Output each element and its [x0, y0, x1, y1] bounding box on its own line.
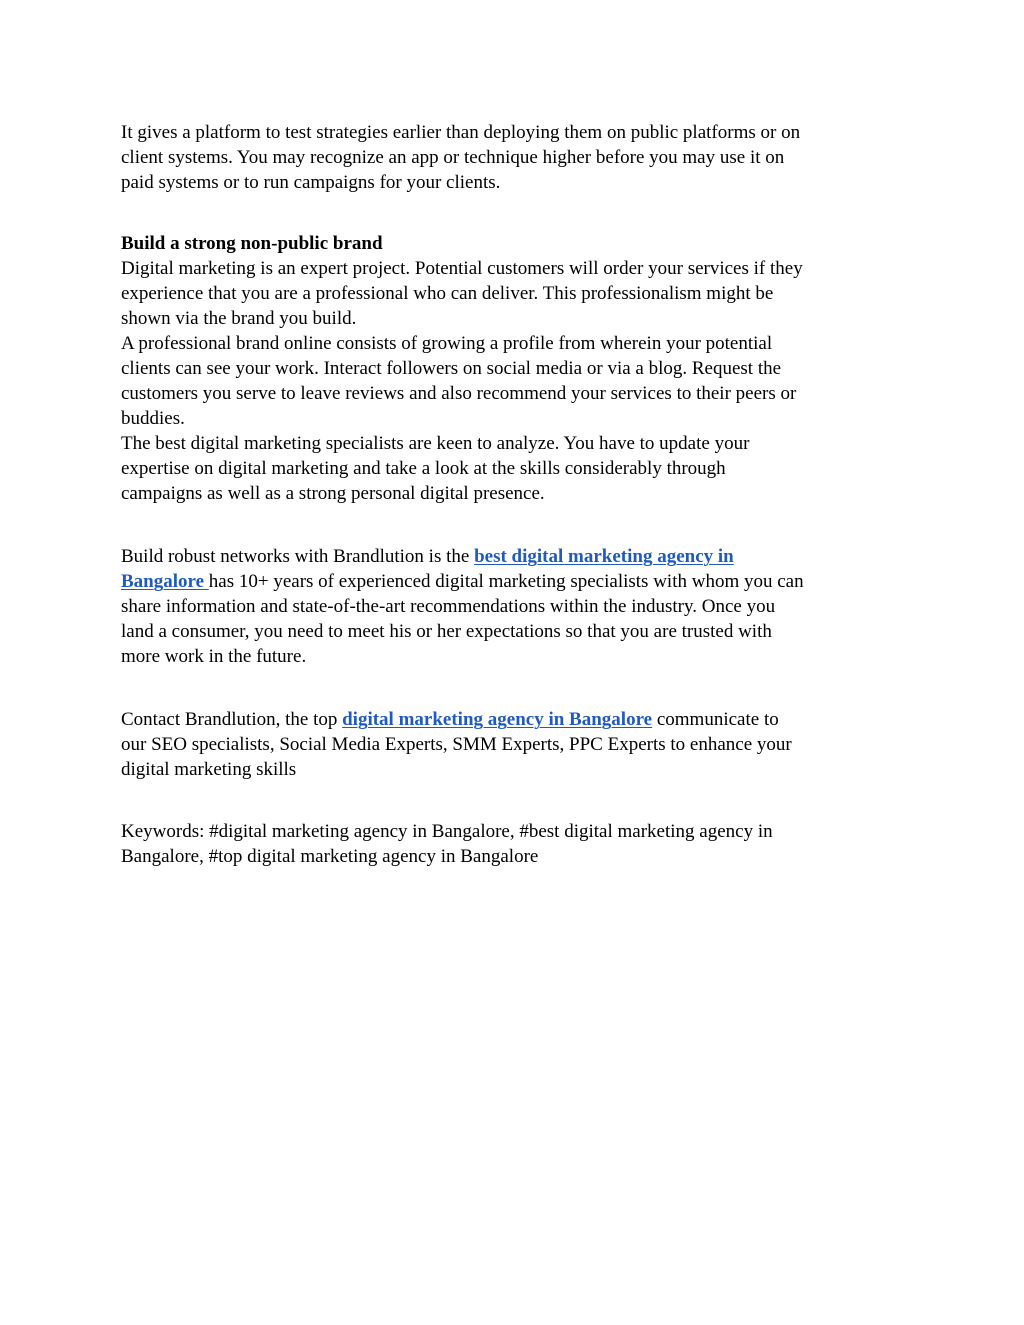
text-line: more work in the future.	[121, 646, 307, 667]
paragraph-gap	[121, 782, 911, 819]
text-line: clients can see your work. Interact followers on social media or via a blog. Request the	[121, 358, 782, 379]
paragraph-keywords	[121, 819, 911, 869]
text-line: Digital marketing is an expert project. Potential customers will order your services if they	[121, 258, 803, 279]
paragraph-gap	[121, 195, 911, 231]
text-line: client systems. You may recognize an app or technique higher before you may use it on	[121, 147, 785, 168]
text-line: shown via the brand you build.	[121, 308, 357, 329]
best-agency-link-part-1[interactable]: best digital marketing agency in	[474, 546, 734, 567]
text-line: It gives a platform to test strategies earlier than deploying them on public platforms or on	[121, 122, 801, 143]
text-segment: has 10+ years of experienced digital marketing specialists with whom you can	[208, 571, 804, 592]
paragraph-contact	[121, 707, 911, 782]
text-line: expertise on digital marketing and take a look at the skills considerably through	[121, 458, 726, 479]
section-brand	[121, 231, 911, 506]
paragraph-gap	[121, 669, 911, 707]
paragraph-networks	[121, 544, 911, 669]
text-segment: communicate to	[652, 709, 779, 730]
paragraph-gap	[121, 506, 911, 544]
text-line	[121, 544, 911, 569]
text-line: Keywords: #digital marketing agency in Bangalore, #best digital marketing agency in	[121, 821, 773, 842]
section-heading: Build a strong non-public brand	[121, 233, 383, 254]
text-line	[121, 707, 911, 732]
text-line: paid systems or to run campaigns for your clients.	[121, 172, 501, 193]
text-line: buddies.	[121, 408, 185, 429]
text-segment: Contact Brandlution, the top	[121, 709, 343, 730]
text-line: The best digital marketing specialists are keen to analyze. You have to update your	[121, 433, 750, 454]
document-page	[121, 120, 911, 869]
text-line: campaigns as well as a strong personal digital presence.	[121, 483, 545, 504]
text-line: our SEO specialists, Social Media Experts, SMM Experts, PPC Experts to enhance your	[121, 734, 792, 755]
paragraph-platform	[121, 120, 911, 195]
text-segment: Build robust networks with Brandlution is the	[121, 546, 475, 567]
text-line: digital marketing skills	[121, 759, 297, 780]
text-line: experience that you are a professional who can deliver. This professionalism might be	[121, 283, 774, 304]
text-line: customers you serve to leave reviews and also recommend your services to their peers or	[121, 383, 797, 404]
text-line: land a consumer, you need to meet his or her expectations so that you are trusted with	[121, 621, 772, 642]
text-line: A professional brand online consists of growing a profile from wherein your potential	[121, 333, 773, 354]
text-line: share information and state-of-the-art recommendations within the industry. Once you	[121, 596, 776, 617]
top-agency-link[interactable]: digital marketing agency in Bangalore	[342, 709, 653, 730]
text-line	[121, 569, 911, 594]
best-agency-link-part-2[interactable]: Bangalore	[121, 571, 209, 592]
text-line: Bangalore, #top digital marketing agency in Bangalore	[121, 846, 539, 867]
